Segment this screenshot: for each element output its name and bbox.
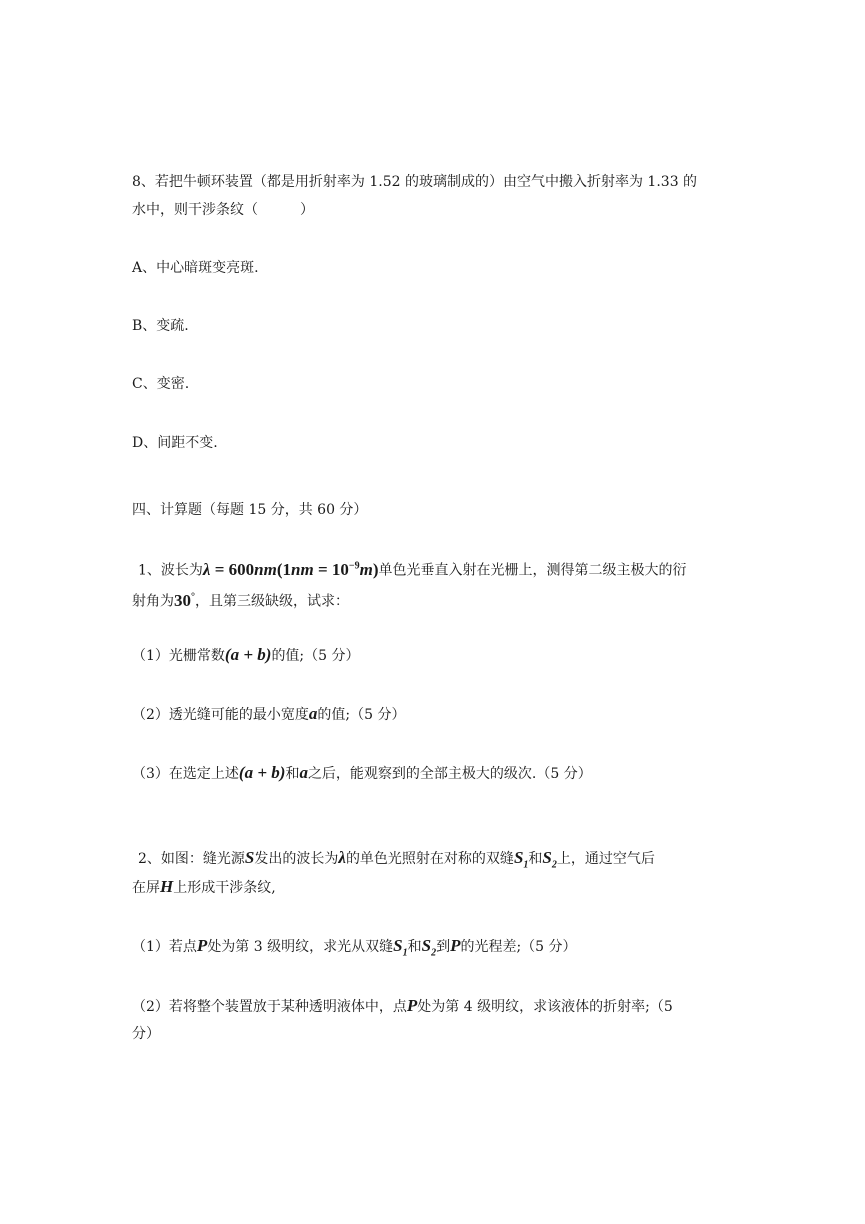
- p1-line-1: [138, 556, 687, 581]
- p1-subq-1: （1）光栅常数(a + b)的值;（5 分）: [132, 645, 360, 664]
- slit-width-a: a: [308, 704, 318, 723]
- section-heading: 四、计算题（每题 15 分，共 60 分）: [132, 502, 368, 518]
- slit-S1: $S_1$: [513, 848, 529, 871]
- screen-H: H: [160, 877, 174, 896]
- p2-line-2: 在屏H上形成干涉条纹,: [132, 877, 276, 896]
- wavelength-formula: $\lambda = 600nm(1nm = 10^{-9}m)$: [202, 559, 379, 579]
- p1-subq-3: （3）在选定上述(a + b)和a之后，能观察到的全部主极大的级次.（5 分）: [132, 763, 592, 782]
- p1-prefix: 1、波长为: [138, 562, 203, 579]
- angle-value: 30°: [174, 590, 195, 610]
- p2-subq-2: （2）若将整个装置放于某种透明液体中，点P处为第 4 级明纹，求该液体的折射率;（5: [132, 996, 673, 1015]
- p2-subq-1: （1）若点P处为第 3 级明纹，求光从双缝$S_1$和$S_2$到P的光程差;（5 分）: [132, 936, 577, 959]
- q8-option-b: B、变疏.: [132, 318, 189, 334]
- grating-constant: (a + b): [224, 645, 272, 664]
- q8-line-1: 8、若把牛顿环装置（都是用折射率为 1.52 的玻璃制成的）由空气中搬入折射率为 1.33 的: [132, 174, 698, 190]
- p1-line-2: 射角为30°，且第三级缺级，试求：: [132, 590, 349, 610]
- q8-option-c: C、变密.: [132, 376, 190, 392]
- point-P: P: [196, 936, 208, 955]
- p1-subq-2: （2）透光缝可能的最小宽度a的值;（5 分）: [132, 704, 406, 723]
- p2-subq-2-cont: 分）: [132, 1026, 160, 1042]
- q8-option-d: D、间距不变.: [132, 435, 218, 451]
- slit-S2: $S_2$: [542, 848, 557, 871]
- q8-line-2: 水中，则干涉条纹（ ）: [132, 202, 314, 218]
- p2-line-1: 2、如图：缝光源S发出的波长为λ的单色光照射在对称的双缝$S_1$和$S_2$上，通过空气后: [138, 848, 655, 871]
- p1-suffix: 单色光垂直入射在光栅上，测得第二级主极大的衍: [378, 562, 687, 579]
- source-S: S: [244, 848, 255, 867]
- q8-option-a: A、中心暗斑变亮斑.: [132, 260, 259, 276]
